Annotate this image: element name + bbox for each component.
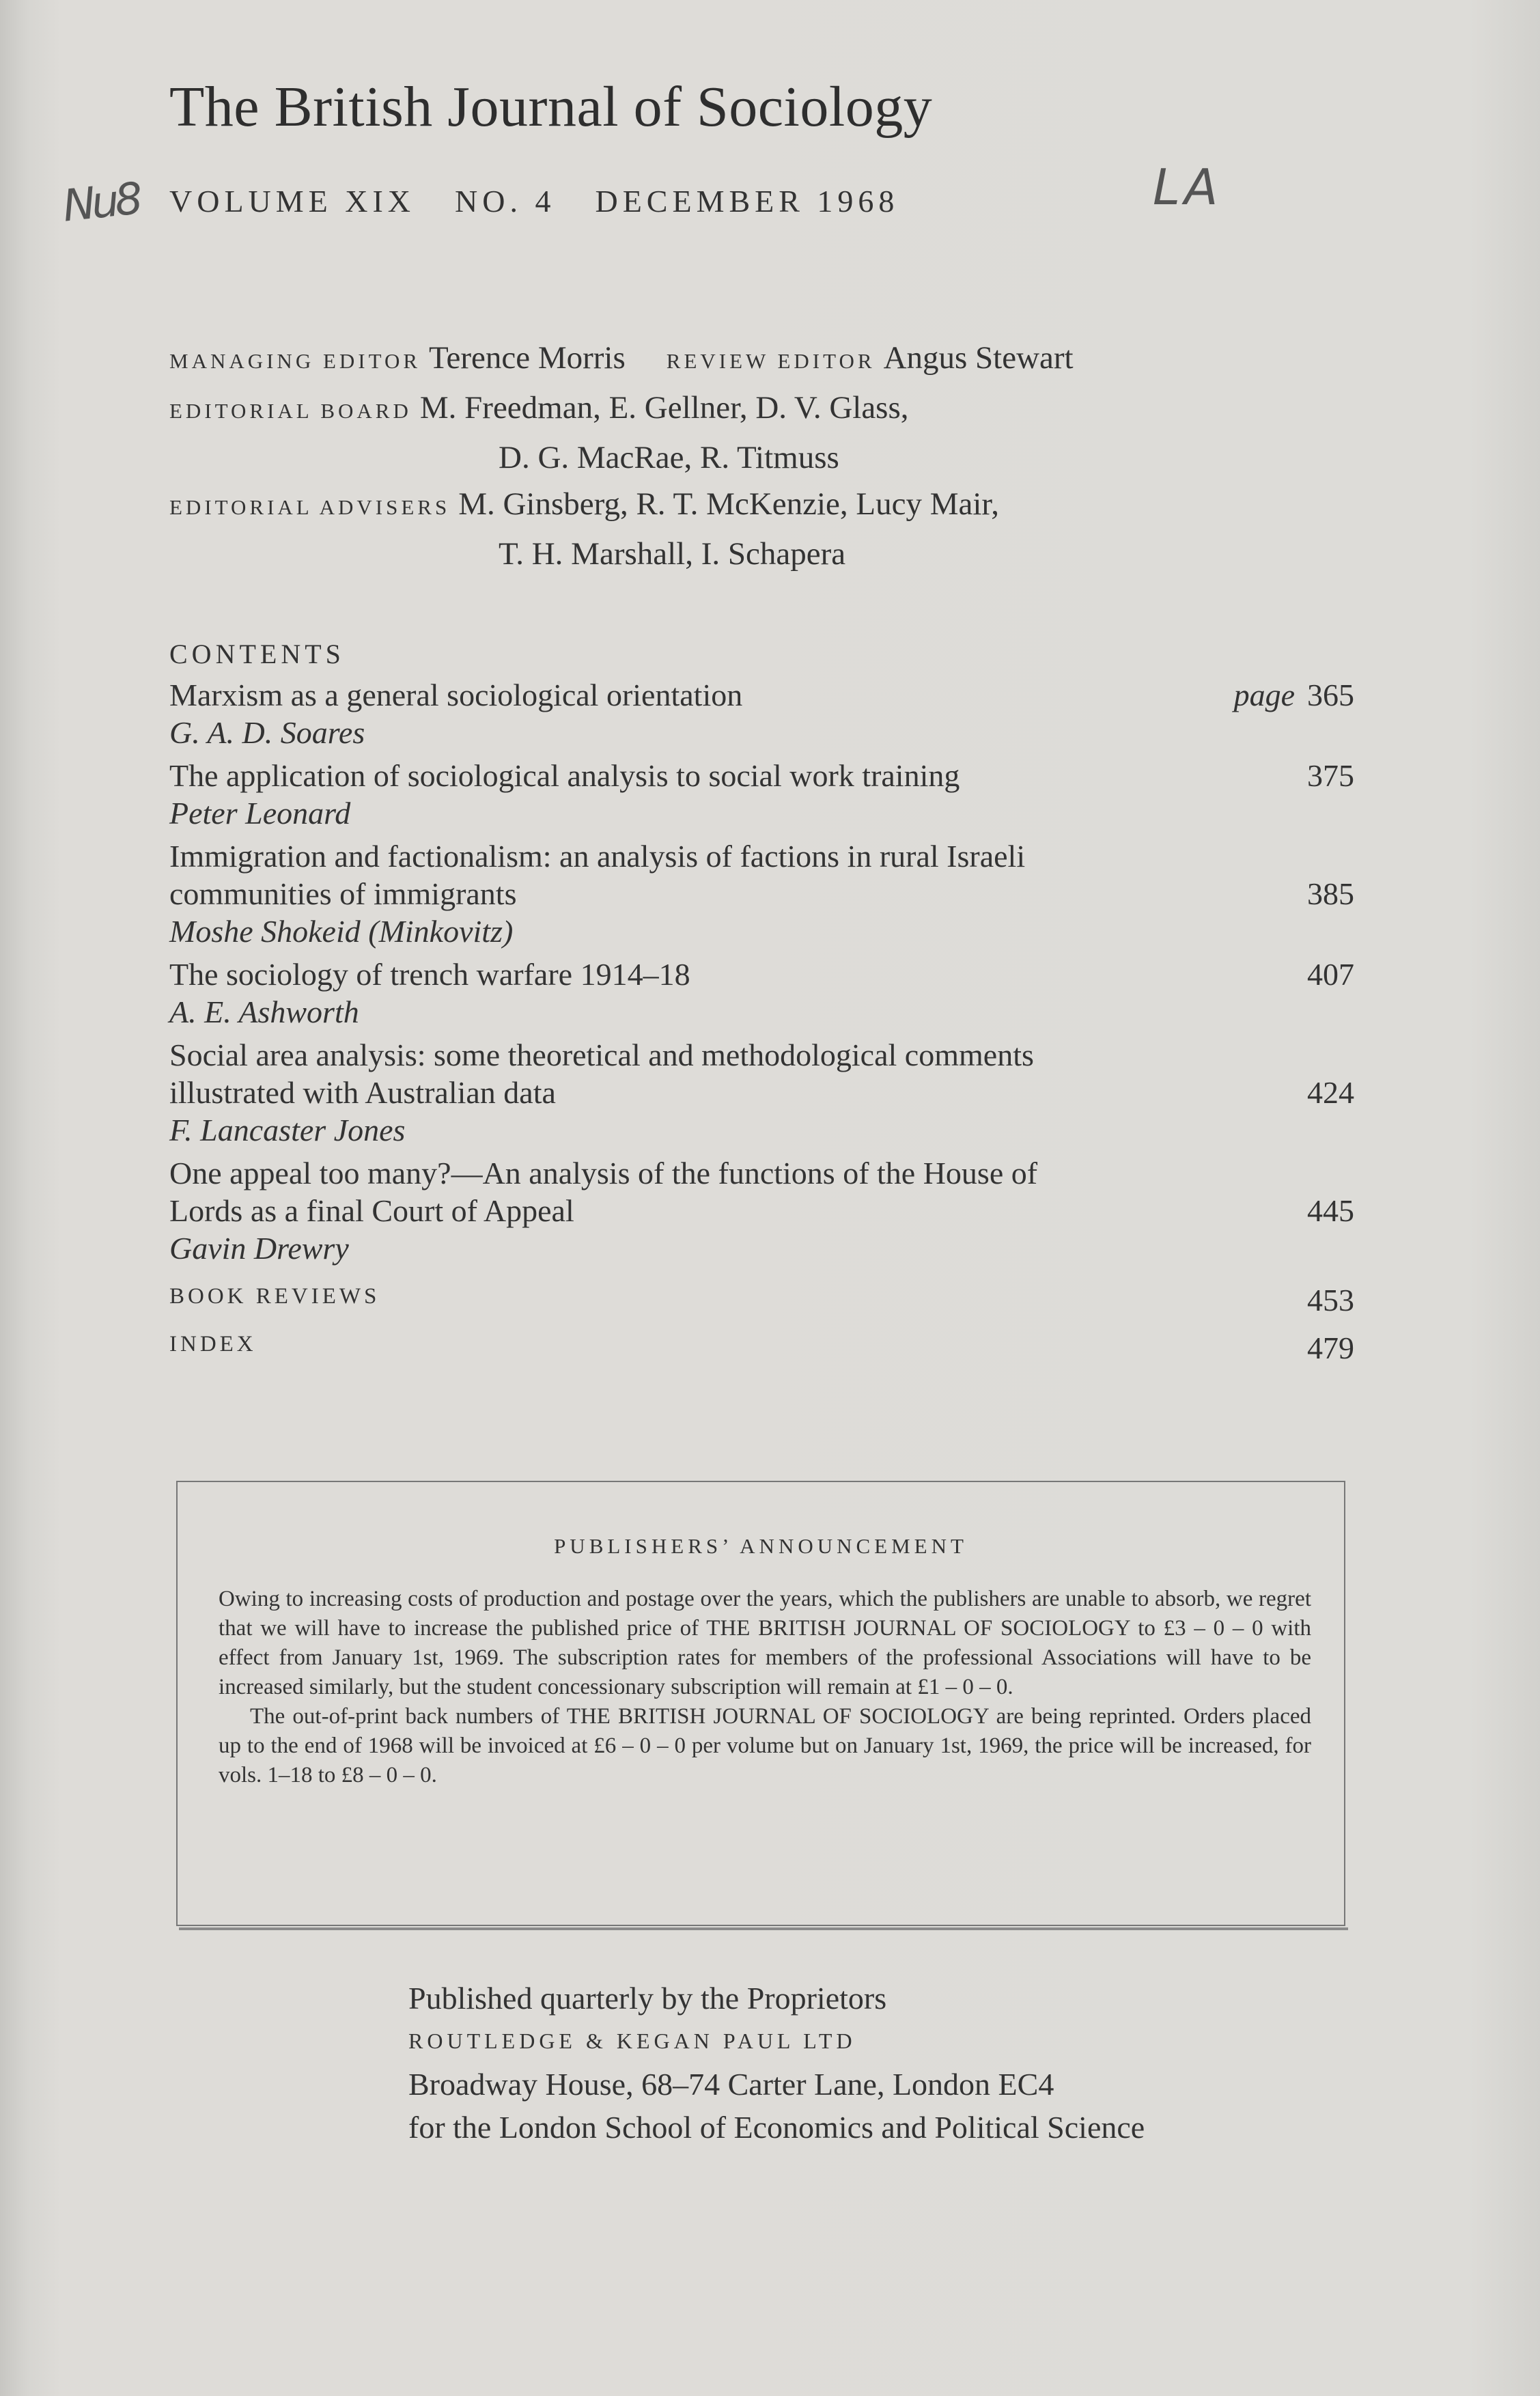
toc-entry-3[interactable] — [169, 837, 1354, 950]
editorial-board-names-1: M. Freedman, E. Gellner, D. V. Glass, — [419, 390, 909, 426]
table-of-contents — [169, 676, 1354, 1368]
toc-entry-title-continued: communities of immigrants — [169, 876, 517, 911]
toc-entry-2[interactable] — [169, 757, 1354, 832]
toc-entry-page: 445 — [1307, 1193, 1354, 1228]
toc-entry-4[interactable] — [169, 956, 1354, 1031]
publishers-announcement-box — [176, 1481, 1345, 1926]
toc-entry-6[interactable] — [169, 1154, 1354, 1267]
editorial-advisers-names-2: T. H. Marshall, I. Schapera — [499, 536, 846, 572]
book-reviews-label: BOOK REVIEWS — [169, 1284, 380, 1309]
toc-entry-title: One appeal too many?—An analysis of the functions of the House of — [169, 1156, 1038, 1190]
toc-entry-author: F. Lancaster Jones — [169, 1113, 406, 1147]
handwritten-note-right: LA — [1153, 158, 1222, 216]
publisher-name: ROUTLEDGE & KEGAN PAUL LTD — [408, 2029, 856, 2053]
announcement-body — [219, 1585, 1311, 1790]
review-editor-label: REVIEW EDITOR — [666, 349, 876, 373]
toc-entry-1[interactable] — [169, 676, 1354, 751]
toc-index[interactable] — [169, 1320, 1354, 1368]
toc-entry-5[interactable] — [169, 1036, 1354, 1149]
page-word: page — [1233, 678, 1295, 712]
toc-entry-author: Gavin Drewry — [169, 1231, 349, 1266]
managing-editor-name: Terence Morris — [429, 340, 626, 376]
toc-entry-title: Immigration and factionalism: an analysis of factions in rural Israeli — [169, 839, 1026, 874]
toc-entry-title: The application of sociological analysis to social work training — [169, 758, 960, 793]
toc-entry-title: Marxism as a general sociological orientation — [169, 678, 743, 712]
editorial-advisers-names-1: M. Ginsberg, R. T. McKenzie, Lucy Mair, — [458, 486, 999, 522]
toc-entry-page: 407 — [1307, 957, 1354, 992]
publisher-line-4: for the London School of Economics and Political Science — [408, 2110, 1145, 2145]
issue-date: DECEMBER 1968 — [595, 184, 899, 219]
toc-entry-title: The sociology of trench warfare 1914–18 — [169, 957, 690, 992]
issue-number: NO. 4 — [455, 184, 556, 219]
journal-title: The British Journal of Sociology — [169, 75, 933, 139]
editorial-advisers-label: EDITORIAL ADVISERS — [169, 495, 451, 519]
editors-line-4 — [169, 481, 1074, 531]
publisher-address: Broadway House, 68–74 Carter Lane, London EC4 — [408, 2067, 1054, 2102]
toc-entry-title: Social area analysis: some theoretical and methodological comments — [169, 1037, 1034, 1072]
editorial-board-names-2: D. G. MacRae, R. Titmuss — [499, 440, 839, 475]
index-page: 479 — [1307, 1331, 1354, 1365]
editors-block — [169, 335, 1074, 577]
toc-entry-author: Moshe Shokeid (Minkovitz) — [169, 914, 514, 949]
announcement-paragraph-1: Owing to increasing costs of production and postage over the years, which the publishers are unable to absorb, we regret that we will have to increase the published price of THE BRITISH JOURNAL OF SOCIOLOGY to £3 – 0 – 0 with effect from January 1st, 1969. The subscription rates for members of the professional Associations will have to be increased similarly, but the student concessionary subscription will remain at £1 – 0 – 0. — [219, 1587, 1311, 1699]
toc-entry-page: 424 — [1307, 1075, 1354, 1110]
issue-line — [169, 183, 938, 219]
toc-book-reviews[interactable] — [169, 1272, 1354, 1320]
toc-entry-author: G. A. D. Soares — [169, 715, 365, 750]
review-editor-name: Angus Stewart — [883, 340, 1074, 376]
handwritten-note-left: Nu8 — [60, 173, 141, 232]
announcement-box-shadow — [179, 1927, 1348, 1930]
contents-heading: CONTENTS — [169, 639, 345, 669]
toc-entry-author: Peter Leonard — [169, 796, 351, 831]
publisher-block — [408, 1977, 1145, 2149]
announcement-paragraph-2: The out-of-print back numbers of THE BRITISH JOURNAL OF SOCIOLOGY are being reprinted. Orders placed up to the end of 1968 will be invoiced at £6 – 0 – 0 per volume but on January 1st, 1969, the price will be increased, for vols. 1–18 to £8 – 0 – 0. — [219, 1704, 1311, 1787]
book-reviews-page: 453 — [1307, 1283, 1354, 1318]
editors-line-2 — [169, 385, 1074, 434]
toc-entry-title-continued: Lords as a final Court of Appeal — [169, 1193, 574, 1228]
editors-line-1 — [169, 335, 1074, 385]
publisher-line-1: Published quarterly by the Proprietors — [408, 1981, 887, 2016]
toc-entry-author: A. E. Ashworth — [169, 994, 359, 1029]
toc-entry-title-continued: illustrated with Australian data — [169, 1075, 556, 1110]
toc-entry-page: page 365 — [1233, 678, 1354, 712]
managing-editor-label: MANAGING EDITOR — [169, 349, 421, 373]
index-label: INDEX — [169, 1332, 257, 1356]
issue-volume: VOLUME XIX — [169, 184, 416, 219]
announcement-heading: PUBLISHERS’ ANNOUNCEMENT — [554, 1534, 968, 1558]
toc-entry-page: 375 — [1307, 758, 1354, 793]
editorial-board-label: EDITORIAL BOARD — [169, 399, 412, 423]
toc-entry-page: 385 — [1307, 876, 1354, 911]
